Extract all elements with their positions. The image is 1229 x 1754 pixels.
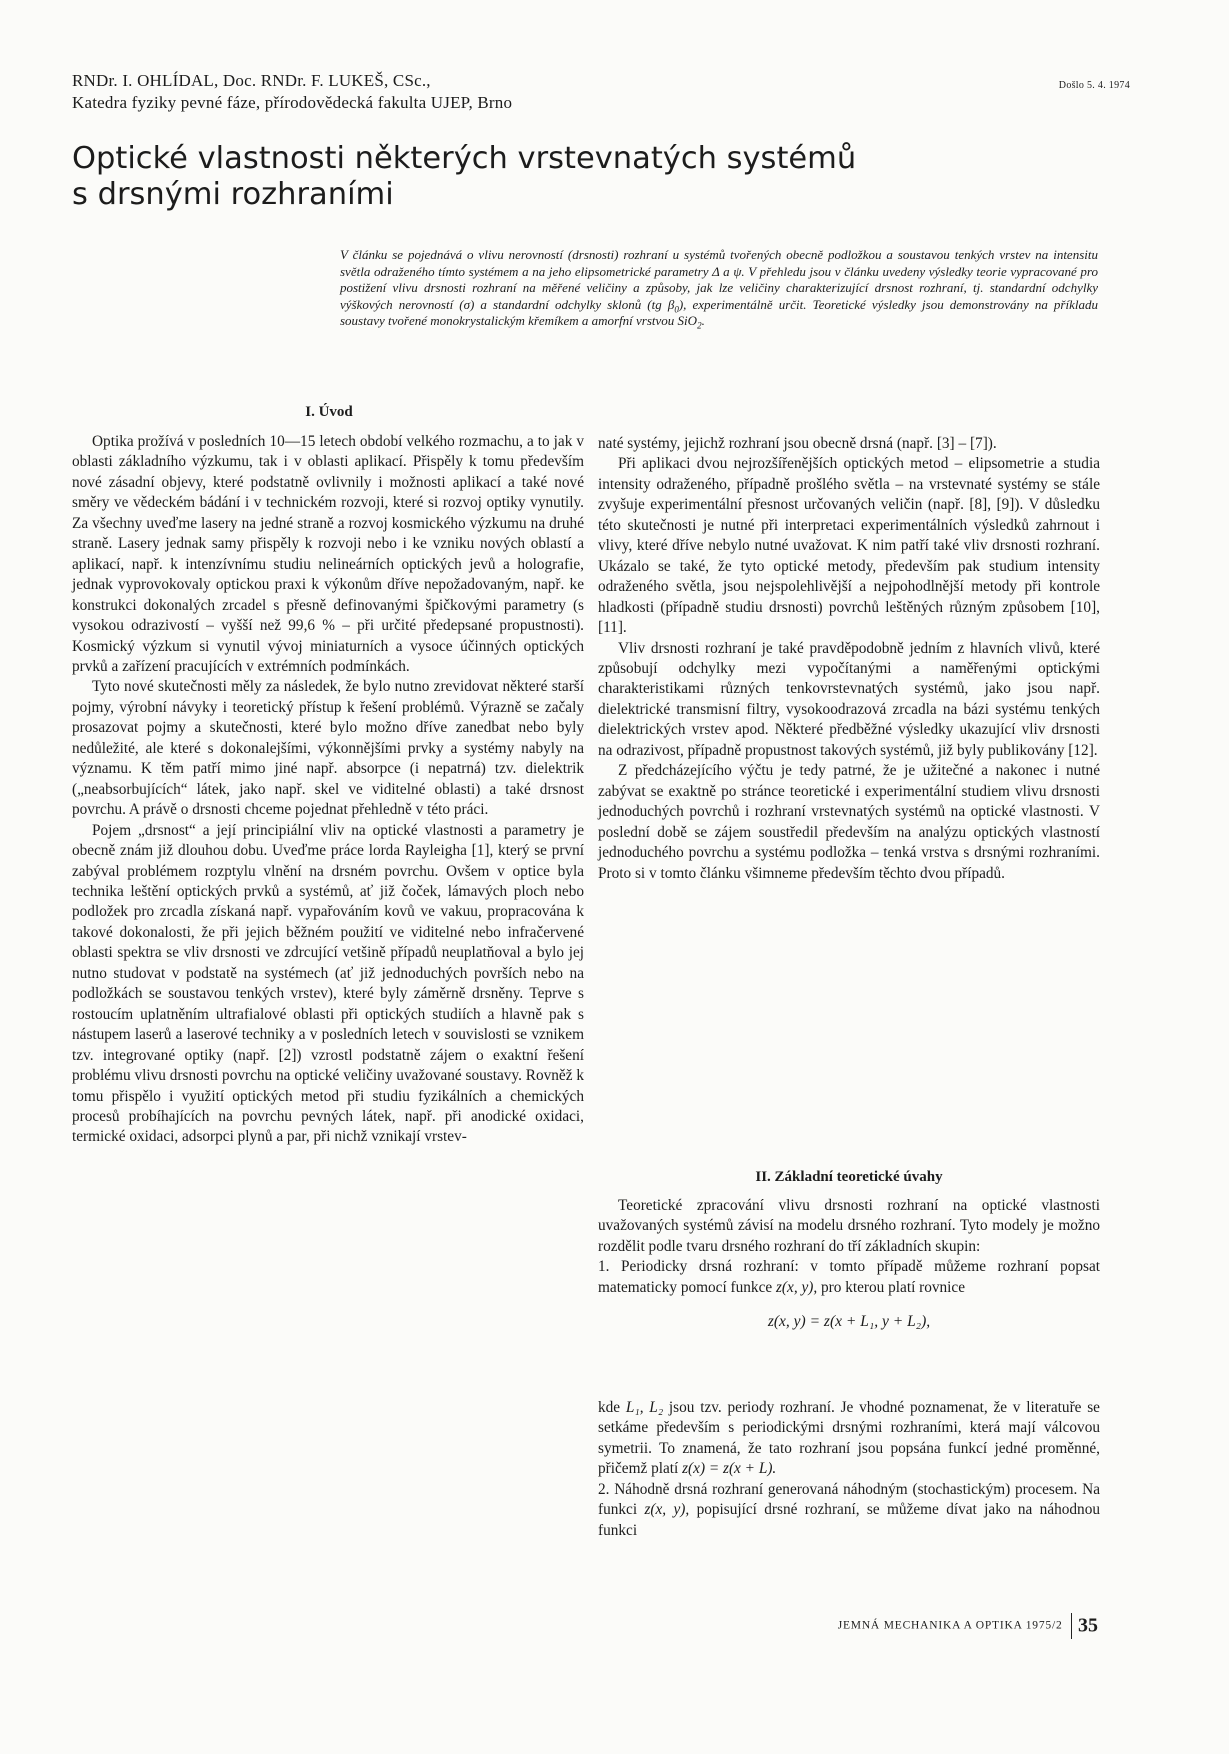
abstract-subscript-2: 2 [697,320,702,331]
page-number: 35 [1078,1614,1098,1637]
math-expression: L₁, L₂ [625,1399,664,1416]
paragraph: Tyto nové skutečnosti měly za následek, že bylo nutno zrevidovat některé starší pojmy, výrobní návyky i teoretický přístup k řešení problémů. Výrazně se začaly prosazovat pojmy a skutečnosti, které bylo možno dříve zanedbat nebo byly nedůležité, ale které s dokonalejšími, výkonnějšími prvky a systémy nabyly na významu. K těm patří mimo jiné např. absorpce (i nepatrná) tzv. dielektrik („neabsorbujících“ látek, jako např. skel ve viditelné oblasti) a také drsnost povrchu. A právě o drsnosti chceme pojednat přehledně v této práci. [72,678,584,819]
author-block [72,70,892,114]
section-heading-intro: I. Úvod [305,404,353,420]
list-item-periodic: 1. Periodicky drsná rozhraní: v tomto případě můžeme rozhraní popsat matematicky pomocí funkce z(x, y), pro kterou platí rovnice [598,1258,1100,1296]
paragraph: Teoretické zpracování vlivu drsnosti rozhraní na optické vlastnosti uvažovaných systémů závisí na modelu drsného rozhraní. Tyto modely je možno rozdělit podle tvaru drsného rozhraní do tří základních skupin: [598,1197,1100,1255]
article-title [72,141,1152,213]
footer-divider [1071,1613,1073,1639]
paragraph: Optika prožívá v posledních 10—15 letech období velkého rozmachu, a to jak v oblasti základního výzkumu, tak i v oblasti aplikací. Přispěly k tomu především nové zásadní objevy, které podstatně ovlivnily i možnosti aplikací a také nové směry ve vědeckém bádání i v technickém rozvoji, které si rozvoj optiky vynutily. Za všechny uveďme lasery na jedné straně a rozvoj kosmického výzkumu na druhé straně. Lasery jednak samy přispěly k rozvoji nebo i ke vzniku nových oblastí a aplikací, např. k intenzívnímu studiu nelineárních optických jevů a holografie, jednak vyprovokovaly optickou praxi k výkonům dříve nepožadovaným, např. ke konstrukci dokonalých zrcadel s přesně definovanými špičkovými parametry (s vysokou odrazivostí – vyšší než 99,6 % – při určité předepsané propustnosti). Kosmický výzkum si vynutil vývoj miniaturních a vysoce účinných optických prvků a zařízení pracujících v extrémních podmínkách. [72,433,584,675]
paragraph: Z předcházejícího výčtu je tedy patrné, že je užitečné a nakonec i nutné zabývat se exaktně po stránce teoretické i experimentální studiem vlivu drsnosti jednoduchých povrchů i rozhraní vrstevnatých systémů na optické vlastnosti. V poslední době se zájem soustředil především na analýzu optických vlastností jednoduchého povrchu a systému podložka – tenká vrstva s drsnými rozhraními. Proto si v tomto článku všimneme především těchto dvou případů. [598,762,1100,882]
column-right-top [598,434,1100,884]
paragraph: Pojem „drsnost“ a její principiální vliv na optické vlastnosti a parametry je obecně znám již dlouhou dobu. Uveďme práce lorda Rayleigha [1], který se první zabýval problémem rozptylu vlnění na drsném povrchu. Ovšem v optice byla technika leštění optických prvků a systémů, ať již čoček, lámavých ploch nebo podložek pro zrcadla získaná např. vypařováním kovů ve vakuu, propracována k takové dokonalosti, že při jejich běžném použití ve viditelné nebo infračervené oblasti spektra se vliv drsnosti ve zdrcující vetšině případů neuplatňoval a bylo jej nutno studovat v podstatě na systémech (ať již jednoduchých površích nebo na podložkách se soustavou tenkých vrstev), které byly záměrně drsněny. Teprve s rostoucím uplatněním ultrafialové oblasti při optických studiích a hlavně pak s nástupem laserů a laserové techniky a v posledních letech v souvislosti se vznikem tzv. integrované optiky (např. [2]) vzrostl podstatně zájem o exaktní řešení problému vlivu drsnosti povrchu na optické veličiny uvažované soustavy. Rovněž k tomu přispělo i využití optických metod při studiu fyzikálních a chemických procesů probíhajících na povrchu pevných látek, např. při anodické oxidaci, termické oxidaci, adsorpci plynů a par, při nichž vznikají vrstev- [72,821,584,1146]
column-right-theory [598,1196,1100,1341]
affiliation-line: Katedra fyziky pevné fáze, přírodovědecká fakulta UJEP, Brno [72,93,513,112]
authors-line: RNDr. I. OHLÍDAL, Doc. RNDr. F. LUKEŠ, CSc., [72,71,431,90]
paragraph: Vliv drsnosti rozhraní je také pravděpodobně jedním z hlavních vlivů, které způsobují odchylky mezi vypočítanými a naměřenými optickými charakteristikami různých tenkovrstevnatých systémů, jako jsou např. dielektrické transmisní filtry, vysokoodrazová zrcadla na bázi systému tenkých dielektrických vrstev apod. Některé předběžné výsledky ukazující vliv drsnosti na odrazivost, případně propustnost takových systémů, již byly publikovány [12]. [598,639,1100,759]
equation-periodicity: z(x, y) = z(x + L₁, y + L₂), [767,1313,931,1331]
paragraph-after-equation: kde L₁, L₂ jsou tzv. periody rozhraní. Je vhodné poznamenat, že v literatuře se setkáme především s periodickými drsnými rozhraními, která mají válcovou symetrii. To znamená, že tato rozhraní jsou popsána funkcí jedné proměnné, přičemž platí z(x) = z(x + L). [598,1399,1100,1478]
received-date: Došlo 5. 4. 1974 [1058,80,1130,91]
section-heading-theory: II. Základní teoretické úvahy [755,1169,943,1185]
column-left [72,432,584,1148]
abstract-text: V článku se pojednává o vlivu nerovností (drsnosti) rozhraní u systémů tvořených obecně podložkou a soustavou tenkých vrstev na intensitu světla odraženého tímto systémem a na jeho elipsometrické parametry Δ a ψ. V přehledu jsou v článku uvedeny výsledky teorie vypracované pro postižení vlivu drsnosti rozhraní na měřené veličiny a způsoby, jak lze veličiny charakterizující drsnost rozhraní, tj. standardní odchylky výškových nerovností (σ) a standardní odchylky sklonů (tg β [340,247,1098,312]
abstract-end: . [701,313,705,328]
column-right-bottom [598,1398,1100,1541]
title-line-2: s drsnými rozhraními [72,177,394,212]
paragraph-continued: naté systémy, jejichž rozhraní jsou obecně drsná (např. [3] – [7]). [598,435,997,452]
abstract-subscript: 0 [674,304,679,315]
math-expression: z(x) = z(x + L). [682,1460,777,1478]
math-expression: z(x, y), [775,1278,818,1296]
journal-name: JEMNÁ MECHANIKA A OPTIKA 1975/2 [837,1619,1063,1632]
math-expression: z(x, y), [644,1501,690,1519]
title-line-1: Optické vlastnosti některých vrstevnatých systémů [72,141,857,176]
abstract [340,247,1098,330]
list-item-random: 2. Náhodně drsná rozhraní generovaná náhodným (stochastickým) procesem. Na funkci z(x, y), popisující drsné rozhraní, se můžeme dívat jako na náhodnou funkci [598,1480,1101,1539]
abstract-text-after: ), experimentálně určit. Teoretické výsledky jsou demonstrovány na příkladu soustavy tvořené monokrystalickým křemíkem a amorfní vrstvou SiO [340,296,1098,328]
paragraph: Při aplikaci dvou nejrozšířenějších optických metod – elipsometrie a studia intensity odraženého, případně prošlého světla – na vrstevnaté systémy se stále zvyšuje experimentální přesnost určovaných veličin (např. [8], [9]). V důsledku této skutečnosti je nutné při interpretaci experimentálních výsledků zahrnout i vlivy, které dříve nebylo nutné uvažovat. K nim patří také vliv drsnosti rozhraní. Ukázalo se také, že tyto optické metody, především pak studium intensity odraženého světla, jsou nejspolehlivější a nejpohodlnější metody při kontrole hladkosti (případně studiu drsnosti) povrchů leštěných různým způsobem [10], [11]. [598,455,1100,637]
page-footer [740,1613,1098,1639]
